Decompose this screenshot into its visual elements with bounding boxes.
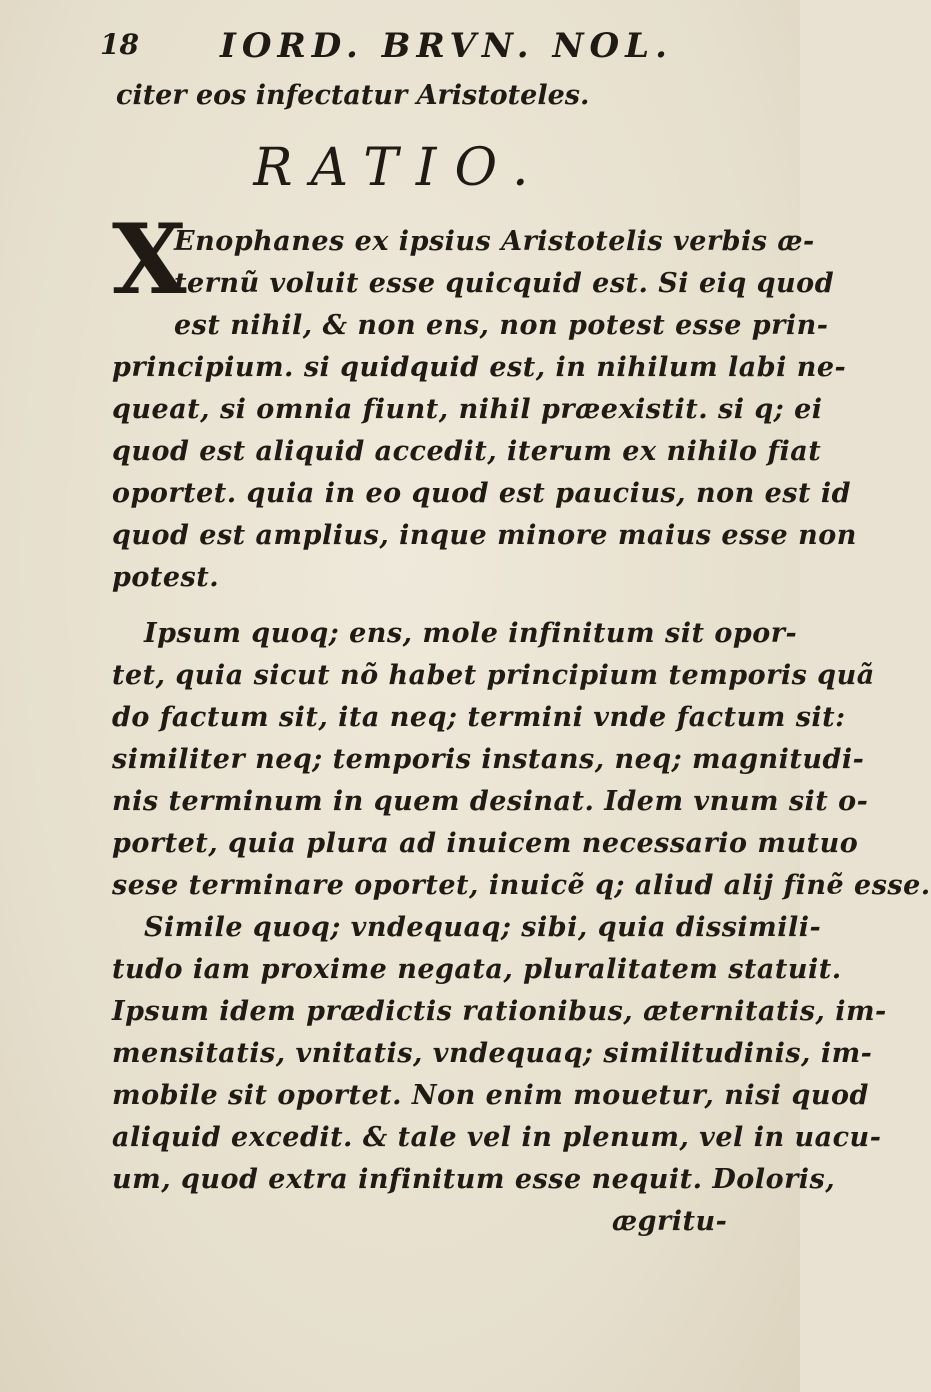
running-head: IORD. BRVN. NOL. bbox=[220, 26, 673, 66]
text-line: aliquid excedit. & tale vel in plenum, vel in uacu- bbox=[112, 1122, 882, 1153]
text-line: est nihil, & non ens, non potest esse prin- bbox=[174, 310, 829, 341]
text-line: oportet. quia in eo quod est paucius, non est id bbox=[112, 478, 852, 509]
page-header bbox=[100, 28, 720, 68]
text-line: tet, quia sicut nõ habet principium temporis quã bbox=[112, 660, 875, 691]
text-line: similiter neq; temporis instans, neq; magnitudi- bbox=[112, 744, 865, 775]
text-line: principium. si quidquid est, in nihilum labi ne- bbox=[112, 352, 847, 383]
page-number: 18 bbox=[100, 28, 139, 61]
text-line: mobile sit oportet. Non enim mouetur, nisi quod bbox=[112, 1080, 869, 1111]
text-line: Simile quoq; vndequaq; sibi, quia dissimili- bbox=[144, 912, 822, 943]
text-line: nis terminum in quem desinat. Idem vnum sit o- bbox=[112, 786, 869, 817]
text-line: ternũ voluit esse quicquid est. Si eiq quod bbox=[174, 268, 835, 299]
text-line: tudo iam proxime negata, pluralitatem statuit. bbox=[112, 954, 842, 985]
section-title: RATIO. bbox=[253, 138, 547, 198]
continuation-line: citer eos infectatur Aristoteles. bbox=[116, 80, 590, 111]
text-line: queat, si omnia fiunt, nihil præexistit. si q; ei bbox=[112, 394, 823, 425]
text-line: Ipsum quoq; ens, mole infinitum sit opor- bbox=[144, 618, 798, 649]
text-line: Enophanes ex ipsius Aristotelis verbis æ- bbox=[174, 226, 815, 257]
drop-cap: X bbox=[112, 203, 187, 316]
text-line: mensitatis, vnitatis, vndequaq; similitudinis, im- bbox=[112, 1038, 873, 1069]
catchword: ægritu- bbox=[612, 1206, 728, 1237]
text-line: do factum sit, ita neq; termini vnde factum sit: bbox=[112, 702, 846, 733]
text-line: portet, quia plura ad inuicem necessario mutuo bbox=[112, 828, 859, 859]
text-line: Ipsum idem prædictis rationibus, æternitatis, im- bbox=[112, 996, 887, 1027]
text-line: um, quod extra infinitum esse nequit. Doloris, bbox=[112, 1164, 836, 1195]
text-line: quod est aliquid accedit, iterum ex nihilo fiat bbox=[112, 436, 822, 467]
text-line: potest. bbox=[112, 562, 220, 593]
text-line: sese terminare oportet, inuicẽ q; aliud alij finẽ esse. bbox=[112, 870, 931, 901]
text-line: quod est amplius, inque minore maius esse non bbox=[112, 520, 857, 551]
